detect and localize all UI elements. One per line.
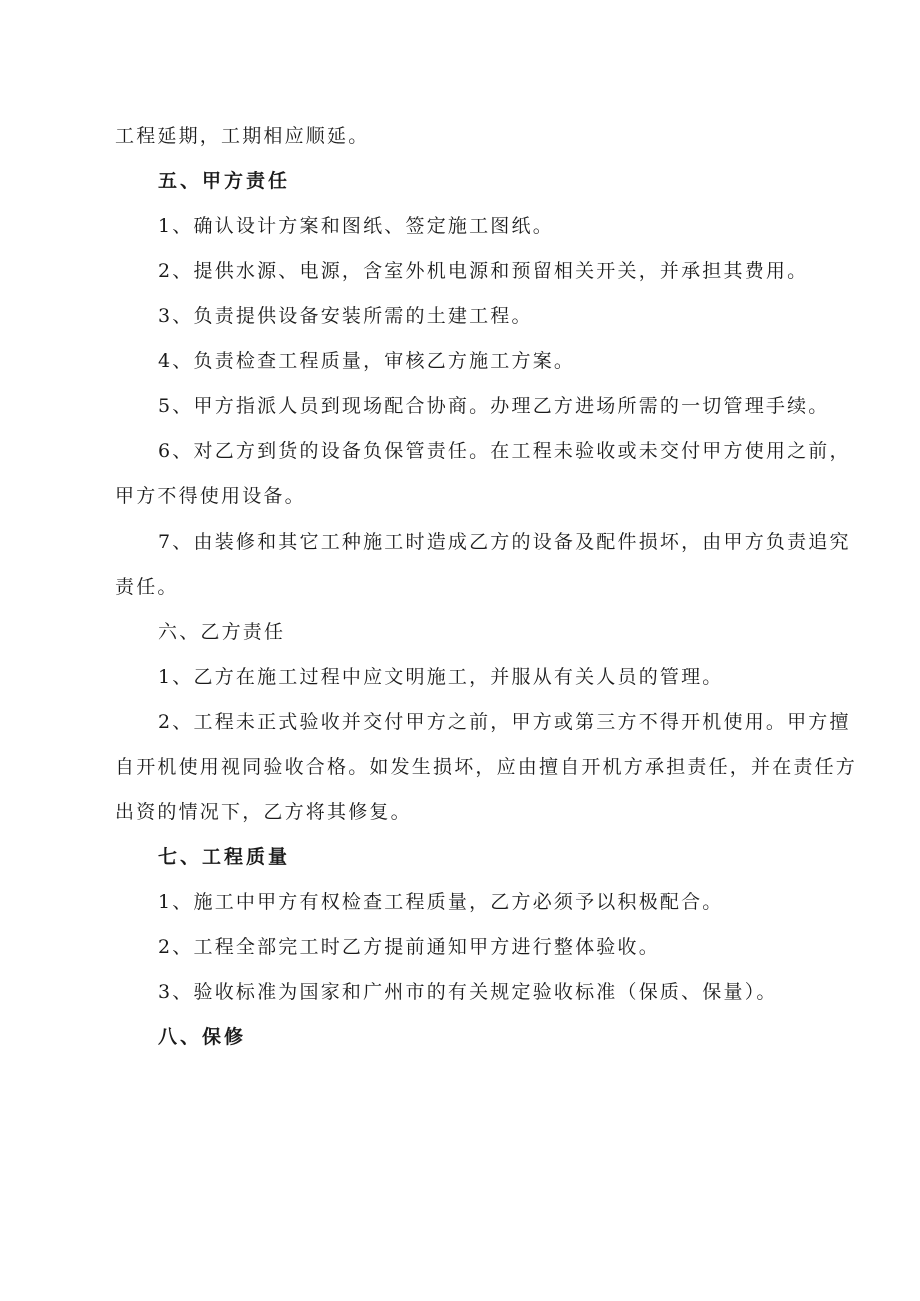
list-item-continuation: 自开机使用视同验收合格。如发生损坏，应由擅自开机方承担责任，并在责任方: [115, 756, 858, 778]
list-item-continuation: 甲方不得使用设备。: [115, 485, 306, 507]
list-item: 3、负责提供设备安装所需的土建工程。: [158, 305, 533, 327]
list-item: 2、工程全部完工时乙方提前通知甲方进行整体验收。: [158, 936, 660, 958]
list-item: 2、工程未正式验收并交付甲方之前，甲方或第三方不得开机使用。甲方擅: [158, 711, 851, 733]
list-item: 5、甲方指派人员到现场配合协商。办理乙方进场所需的一切管理手续。: [158, 395, 830, 417]
list-item: 2、提供水源、电源，含室外机电源和预留相关开关，并承担其费用。: [158, 260, 809, 282]
section-heading-party-b: 六、乙方责任: [158, 621, 286, 643]
list-item: 6、对乙方到货的设备负保管责任。在工程未验收或未交付甲方使用之前，: [158, 440, 851, 462]
section-heading-warranty: 八、保修: [158, 1026, 247, 1048]
list-item: 1、施工中甲方有权检查工程质量，乙方必须予以积极配合。: [158, 891, 724, 913]
section-heading-quality: 七、工程质量: [158, 846, 291, 868]
section-heading-party-a: 五、甲方责任: [158, 170, 291, 192]
list-item-continuation: 出资的情况下，乙方将其修复。: [115, 801, 412, 823]
paragraph-line: 工程延期，工期相应顺延。: [115, 125, 370, 147]
list-item: 3、验收标准为国家和广州市的有关规定验收标准（保质、保量）。: [158, 981, 778, 1003]
list-item: 7、由装修和其它工种施工时造成乙方的设备及配件损坏，由甲方负责追究: [158, 531, 851, 553]
list-item: 4、负责检查工程质量，审核乙方施工方案。: [158, 350, 576, 372]
list-item-continuation: 责任。: [115, 576, 179, 598]
list-item: 1、乙方在施工过程中应文明施工，并服从有关人员的管理。: [158, 666, 724, 688]
list-item: 1、确认设计方案和图纸、签定施工图纸。: [158, 215, 554, 237]
